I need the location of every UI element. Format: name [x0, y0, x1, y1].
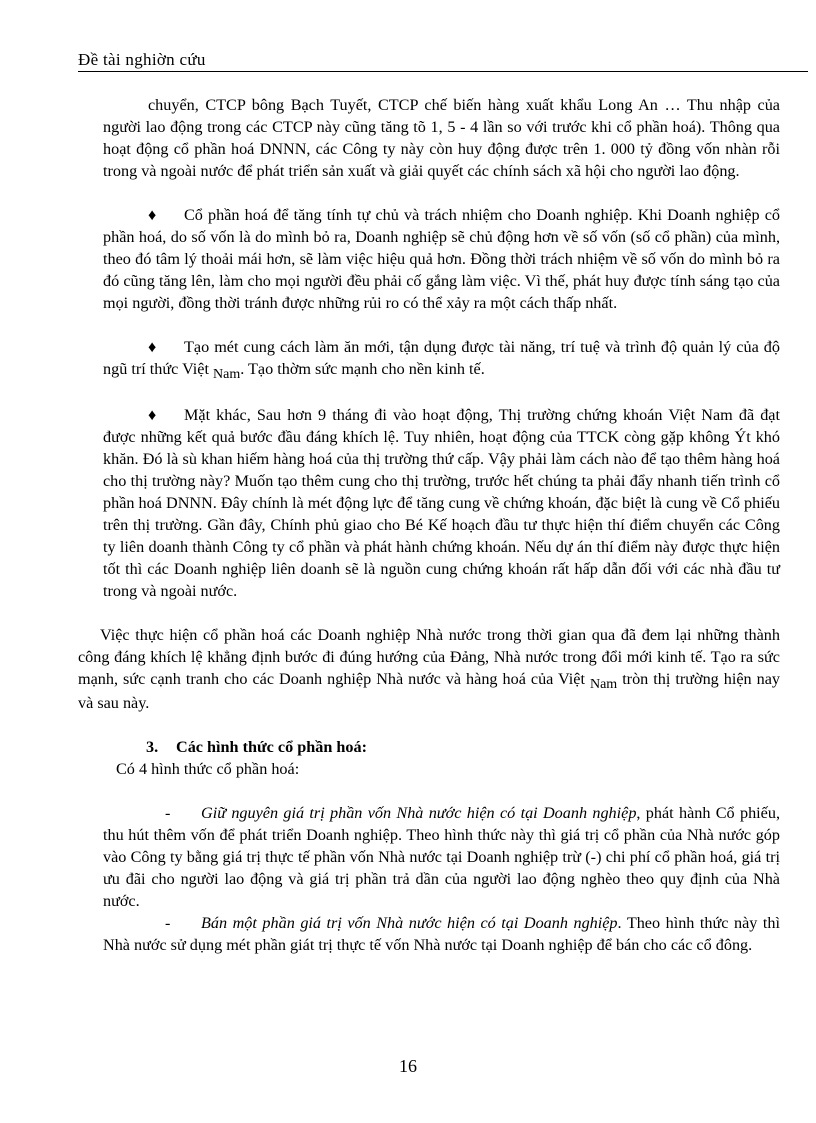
section-number: 3. — [146, 738, 159, 756]
form-item-2 — [78, 912, 780, 956]
dash-bullet: - — [165, 914, 171, 932]
bullet-text-nam: Nam — [213, 367, 241, 382]
diamond-bullet-icon: ♦ — [148, 338, 157, 356]
form-2-text: . Theo hình thức này thì Nhà nước sử dụng mét phần giát trị thực tế vốn Nhà nước tại Doanh nghiệp để bán cho các cổ đông. — [103, 914, 780, 954]
form-item-1 — [78, 802, 780, 912]
page-header-title: Đề tài nghiờn cứu — [78, 50, 206, 69]
form-1-text: , phát hành Cổ phiếu, thu hút thêm vốn để phát triển Doanh nghiệp. Theo hình thức này thì giá trị cổ phần của Nhà nước góp vào Công ty bằng giá trị thực tế phần vốn Nhà nước tại Doanh nghiệp trừ (-) chi phí cổ phần hoá, giá trị ưu đãi cho người lao động và giá trị phần trả dần của người lao động nghèo theo quy định của Nhà nước. — [103, 804, 780, 910]
bullet-paragraph-stock-market — [78, 404, 780, 602]
paragraph-summary — [78, 624, 780, 714]
bullet-paragraph-autonomy — [78, 204, 780, 314]
dash-bullet: - — [165, 804, 171, 822]
bullet-paragraph-new-business — [78, 336, 780, 382]
page-number: 16 — [399, 1056, 417, 1076]
paragraph-intro: chuyển, CTCP bông Bạch Tuyết, CTCP chế biến hàng xuất khẩu Long An … Thu nhập của người lao động trong các CTCP này cũng tăng tõ 1, 5 - 4 lần so với trước khi cổ phần hoá). Thông qua hoạt động cổ phần hoá DNNN, các Công ty này còn huy động được trên 1. 000 tỷ đồng vốn nhàn rỗi trong và ngoài nước để phát triển sản xuất và giải quyết các chính sách xã hội cho người lao động. — [103, 96, 780, 180]
summary-text-b: tròn thị trường hiện nay và sau này. — [78, 670, 780, 712]
header-divider — [78, 71, 808, 72]
form-1-title: Giữ nguyên giá trị phần vốn Nhà nước hiện có tại Doanh nghiệp — [201, 804, 637, 822]
bullet-text-new-business-a: Tạo mét cung cách làm ăn mới, tận dụng được tài năng, trí tuệ và trình độ quản lý của độ ngũ trí thức Việt — [103, 338, 780, 378]
bullet-text-stock-market: Mặt khác, Sau hơn 9 tháng đi vào hoạt động, Thị trường chứng khoán Việt Nam đã đạt được những kết quả bước đầu đáng khích lệ. Tuy nhiên, hoạt động của TTCK còng gặp không Ýt khó khăn. Đó là sù khan hiếm hàng hoá của thị trường thứ cấp. Vậy phải làm cách nào để tạo thêm hàng hoá cho thị trường này? Muốn tạo thêm cung cho thị trường, trước hết chúng ta phải đẩy nhanh tiến trình cổ phần hoá DNNN. Đây chính là mét động lực để tăng cung về chứng khoán, đặc biệt là cung về Cổ phiếu trên thị trường. Gần đây, Chính phủ giao cho Bé Kế hoạch đầu tư thực hiện thí điểm chuyển các Công ty liên doanh thành Công ty cổ phần và phát hành chứng khoán. Nếu dự án thí điểm này được thực hiện tốt thì các Doanh nghiệp liên doanh sẽ là nguồn cung chứng khoán rất hấp dẫn đối với các nhà đầu tư trong và ngoài nước. — [103, 406, 780, 600]
diamond-bullet-icon: ♦ — [148, 406, 157, 424]
section-intro: Có 4 hình thức cổ phần hoá: — [116, 760, 300, 778]
summary-text-nam: Nam — [589, 677, 618, 692]
section-heading — [78, 736, 780, 758]
bullet-text-autonomy: Cổ phần hoá để tăng tính tự chủ và trách nhiệm cho Doanh nghiệp. Khi Doanh nghiệp cổ phần hoá, do số vốn là do mình bỏ ra, Doanh nghiệp sẽ chủ động hơn về số vốn (số cổ phần) của mình, theo đó tâm lý thoải mái hơn, sẽ làm việc hiệu quả hơn. Đồng thời trách nhiệm về số vốn do mình bỏ ra đó cũng tăng lên, làm cho mọi người đều phải cố gắng làm việc. Vì thế, phát huy được tính sáng tạo của mọi người, đồng thời tránh được những rủi ro có thể xảy ra một cách thấp nhất. — [103, 206, 780, 312]
page-body — [78, 94, 780, 956]
summary-text-a: Việc thực hiện cổ phần hoá các Doanh nghiệp Nhà nước trong thời gian qua đã đem lại những thành công đáng khích lệ khẳng định bước đi đúng hướng của Đảng, Nhà nước trong đổi mới kinh tế. Tạo ra sức mạnh, sức cạnh tranh cho các Doanh nghiệp Nhà nước và hàng hoá của Việt — [78, 626, 780, 688]
diamond-bullet-icon: ♦ — [148, 206, 157, 224]
form-2-title: Bán một phần giá trị vốn Nhà nước hiện có tại Doanh nghiệp — [201, 914, 618, 932]
section-title: Các hình thức cổ phần hoá: — [176, 738, 367, 756]
bullet-text-new-business-b: . Tạo thờm sức mạnh cho nền kinh tế. — [240, 360, 485, 378]
